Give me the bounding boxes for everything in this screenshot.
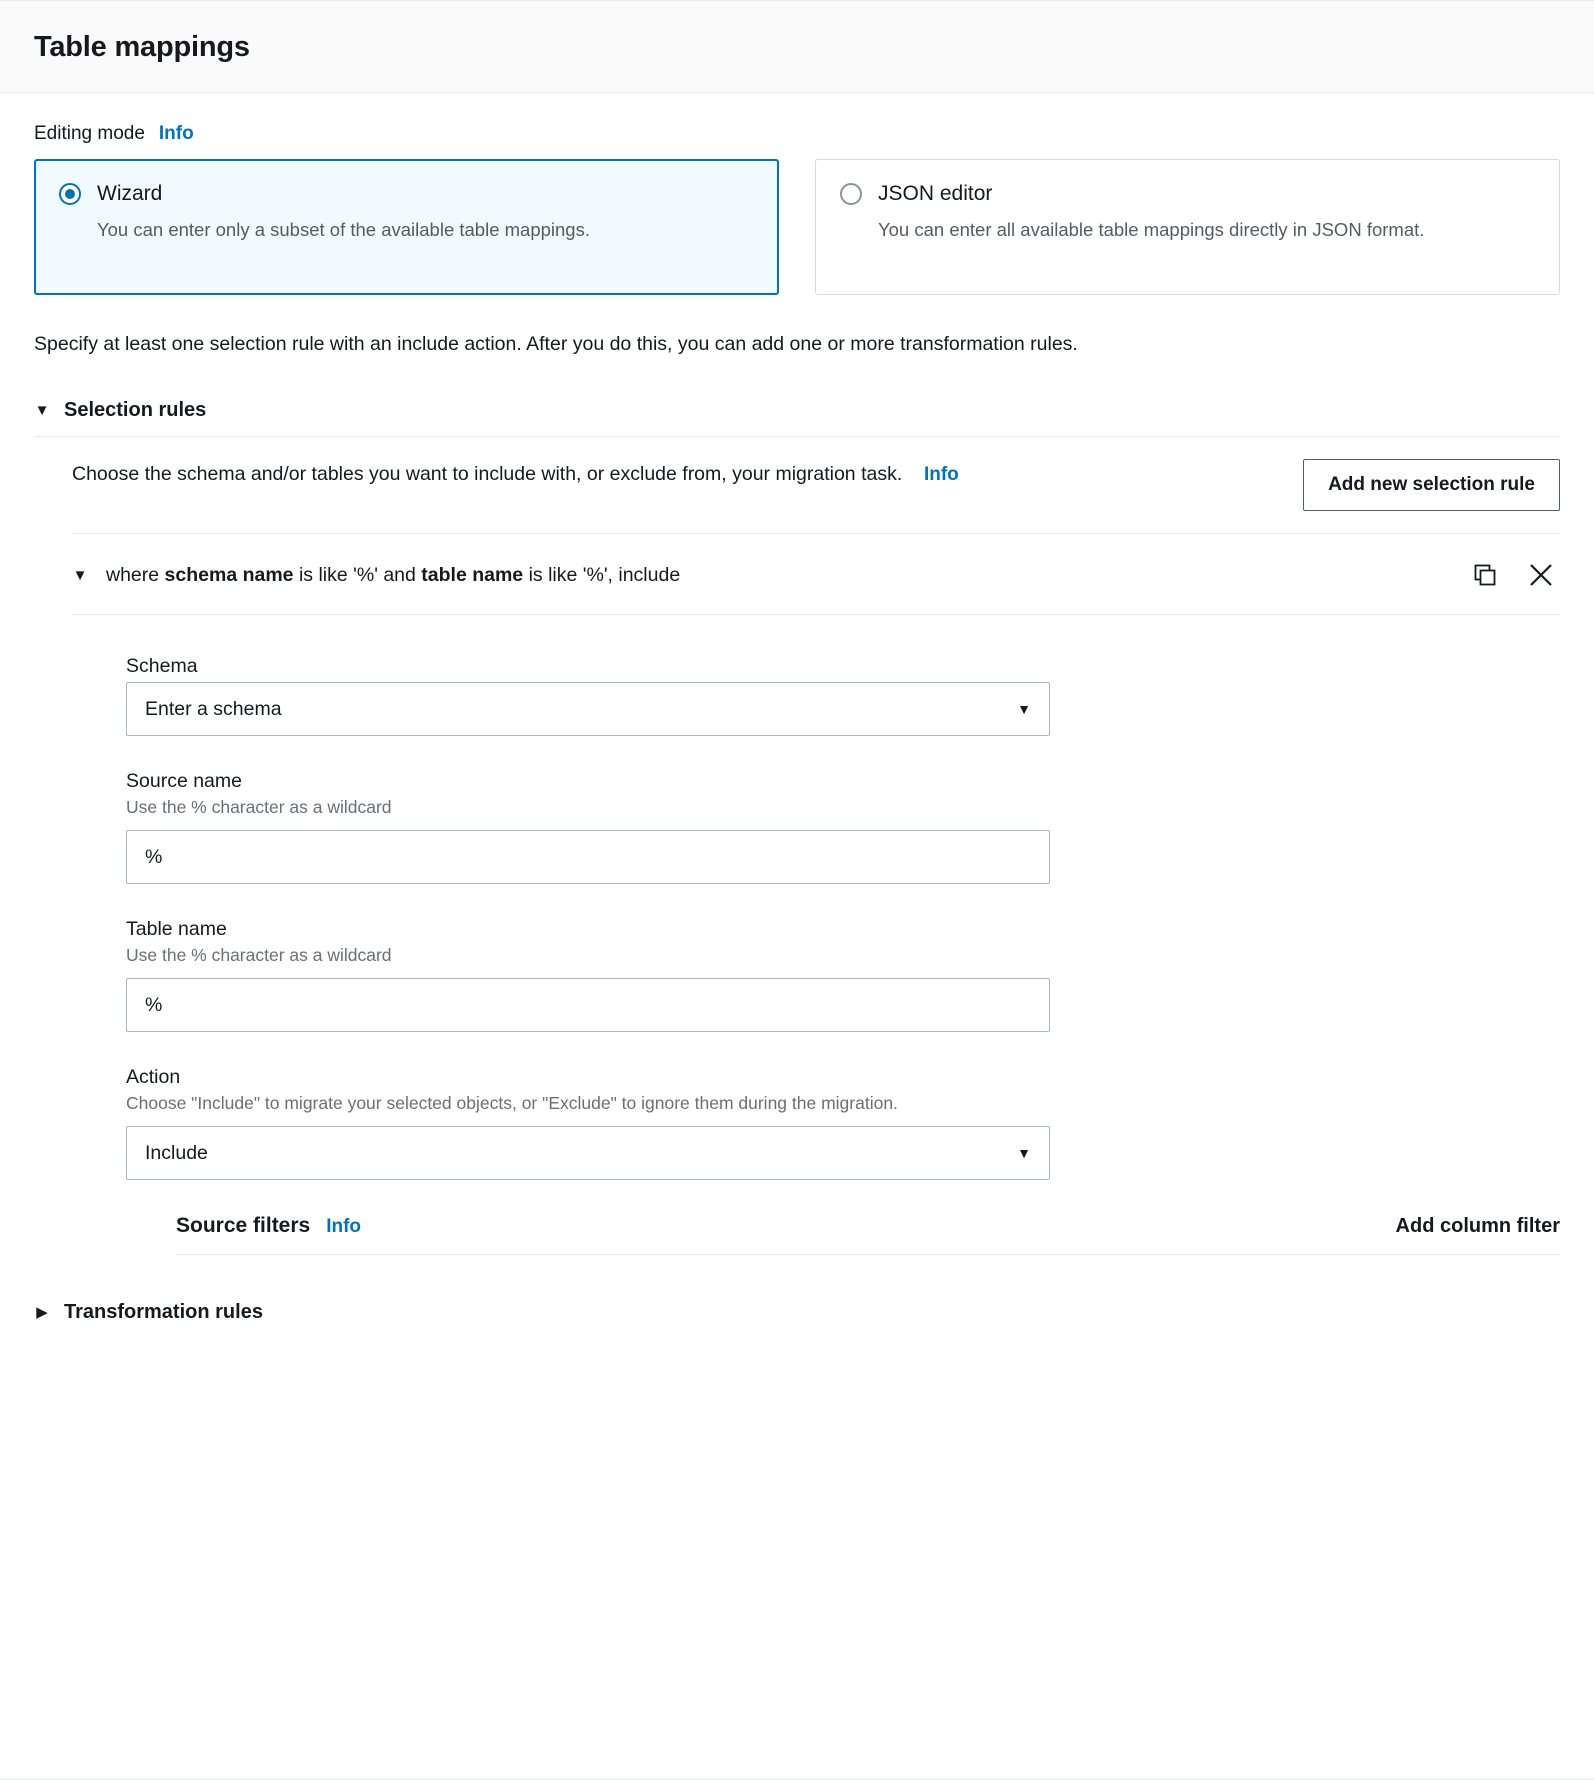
selection-rules-body xyxy=(34,437,1560,1255)
rule-prefix: where xyxy=(106,563,165,586)
source-name-label: Source name xyxy=(126,770,242,793)
action-select[interactable] xyxy=(126,1126,1050,1180)
close-icon[interactable] xyxy=(1522,556,1560,594)
add-new-selection-rule-button[interactable]: Add new selection rule xyxy=(1303,459,1560,511)
intro-text: Specify at least one selection rule with an include action. After you do this, you can add one or more transformation rules. xyxy=(34,333,1078,355)
rule-table-keyword: table name xyxy=(421,563,524,586)
source-filters-row xyxy=(176,1214,1560,1255)
source-name-input[interactable] xyxy=(126,830,1050,884)
source-filters-left xyxy=(176,1214,361,1238)
action-select-value: Include xyxy=(145,1141,208,1164)
selection-rule-header xyxy=(72,534,1560,615)
source-filters-info-link[interactable]: Info xyxy=(326,1216,362,1238)
add-column-filter-button[interactable]: Add column filter xyxy=(1395,1214,1560,1237)
radio-json-editor-icon[interactable] xyxy=(840,183,862,205)
transformation-rules-header[interactable] xyxy=(34,1301,1560,1338)
schema-field-group xyxy=(126,655,1560,736)
source-name-hint: Use the % character as a wildcard xyxy=(126,797,392,818)
source-name-value: % xyxy=(145,845,163,868)
table-name-input[interactable] xyxy=(126,978,1050,1032)
source-name-field-group xyxy=(126,770,1560,884)
transformation-rules-title: Transformation rules xyxy=(64,1301,263,1324)
json-editor-option-title: JSON editor xyxy=(878,182,993,205)
table-name-label: Table name xyxy=(126,918,227,941)
editing-mode-option-json-editor[interactable] xyxy=(815,159,1560,295)
selection-rules-description-text: Choose the schema and/or tables you want to include with, or exclude from, your migration task. xyxy=(72,463,903,486)
wizard-option-top xyxy=(59,182,754,206)
page-title: Table mappings xyxy=(34,31,250,63)
transformation-rules-section xyxy=(34,1301,1560,1378)
panel-body xyxy=(0,93,1594,1378)
chevron-down-icon: ▼ xyxy=(1017,1145,1031,1162)
table-name-value: % xyxy=(145,993,163,1016)
rule-schema-keyword: schema name xyxy=(164,563,294,586)
selection-rules-title: Selection rules xyxy=(64,399,207,422)
rule-chevron-down-icon[interactable]: ▼ xyxy=(72,566,88,584)
action-label: Action xyxy=(126,1066,181,1089)
schema-select-value: Enter a schema xyxy=(145,697,282,720)
table-name-hint: Use the % character as a wildcard xyxy=(126,945,392,966)
action-hint: Choose "Include" to migrate your selected objects, or "Exclude" to ignore them during the migration. xyxy=(126,1093,898,1114)
wizard-option-description: You can enter only a subset of the available table mappings. xyxy=(97,219,590,240)
panel-header xyxy=(0,1,1594,93)
editing-mode-option-wizard[interactable] xyxy=(34,159,779,295)
rule-mid-1: is like '%' and xyxy=(293,563,422,586)
selection-rules-description-row xyxy=(72,437,1560,534)
schema-select[interactable] xyxy=(126,682,1050,736)
selection-rules-header[interactable] xyxy=(34,399,1560,437)
selection-rules-description xyxy=(72,459,959,489)
editing-mode-label-row xyxy=(34,123,1560,145)
table-name-field-group xyxy=(126,918,1560,1032)
chevron-down-icon: ▼ xyxy=(1017,701,1031,718)
wizard-option-title: Wizard xyxy=(97,182,163,205)
radio-wizard-icon[interactable] xyxy=(59,183,81,205)
chevron-right-icon[interactable]: ▶ xyxy=(36,1304,48,1322)
schema-label: Schema xyxy=(126,655,198,678)
editing-mode-options xyxy=(34,159,1560,295)
json-editor-option-top xyxy=(840,182,1535,206)
rule-mid-2: is like '%', include xyxy=(523,563,681,586)
selection-rule-form xyxy=(72,615,1560,1180)
chevron-down-icon[interactable]: ▼ xyxy=(34,402,50,420)
copy-icon[interactable] xyxy=(1466,556,1504,594)
editing-mode-label: Editing mode xyxy=(34,123,145,144)
source-filters-title: Source filters xyxy=(176,1214,311,1238)
selection-rule-summary xyxy=(106,564,1448,587)
selection-rules-section xyxy=(34,399,1560,1255)
selection-rules-info-link[interactable]: Info xyxy=(923,464,959,486)
editing-mode-info-link[interactable]: Info xyxy=(158,123,194,144)
action-field-group xyxy=(126,1066,1560,1180)
json-editor-option-description: You can enter all available table mappings directly in JSON format. xyxy=(878,219,1425,240)
